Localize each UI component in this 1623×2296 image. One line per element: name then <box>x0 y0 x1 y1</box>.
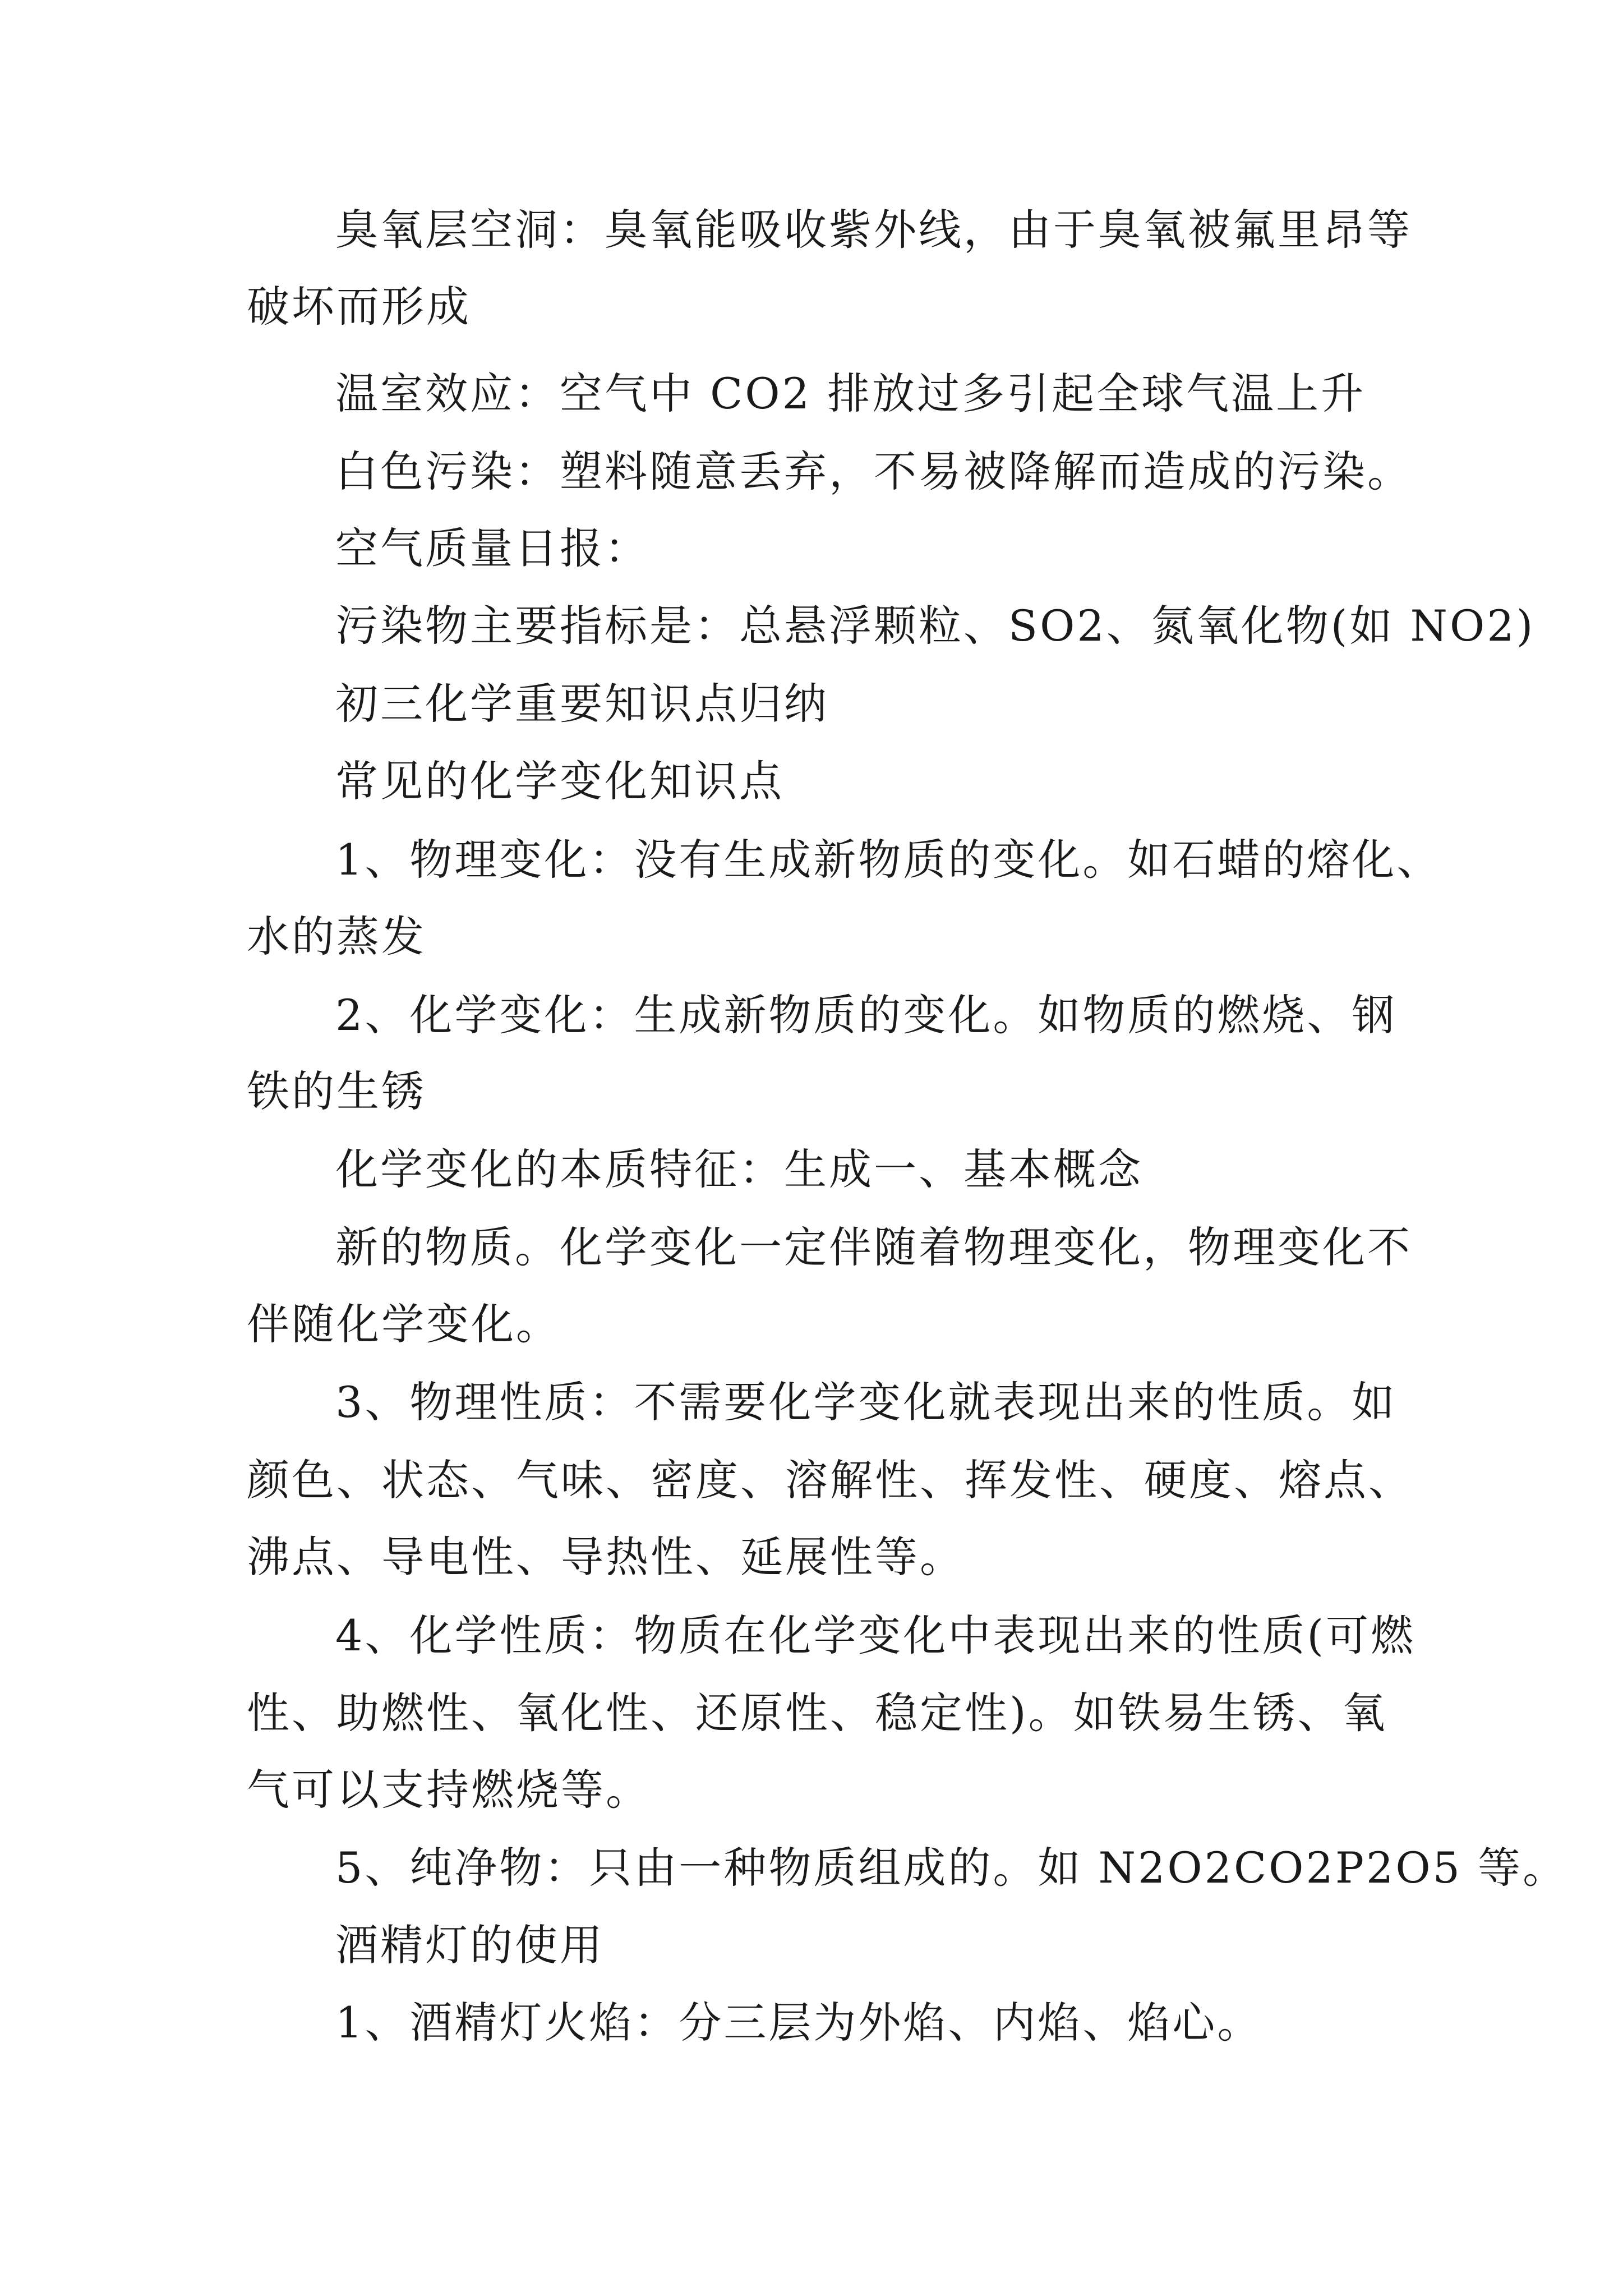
text-line: 性、助燃性、氧化性、还原性、稳定性)。如铁易生锈、氧 <box>247 1688 1387 1738</box>
text-line: 颜色、状态、气味、密度、溶解性、挥发性、硬度、熔点、 <box>247 1455 1413 1505</box>
text-line: 白色污染：塑料随意丢弃，不易被降解而造成的污染。 <box>335 447 1412 496</box>
text-line: 2、化学变化：生成新物质的变化。如物质的燃烧、钢 <box>335 990 1397 1040</box>
text-line: 1、酒精灯火焰：分三层为外焰、内焰、焰心。 <box>335 1998 1262 2047</box>
text-line: 臭氧层空洞：臭氧能吸收紫外线，由于臭氧被氟里昂等 <box>335 205 1412 255</box>
text-line: 铁的生锈 <box>247 1066 426 1116</box>
text-line: 4、化学性质：物质在化学变化中表现出来的性质(可燃 <box>335 1611 1416 1660</box>
text-line: 温室效应：空气中 CO2 排放过多引起全球气温上升 <box>335 369 1366 418</box>
text-line: 水的蒸发 <box>247 912 426 961</box>
text-line: 化学变化的本质特征：生成一、基本概念 <box>335 1144 1143 1194</box>
text-line: 污染物主要指标是：总悬浮颗粒、SO2、氮氧化物(如 NO2) <box>335 601 1536 651</box>
text-line: 气可以支持燃烧等。 <box>247 1765 651 1815</box>
text-line: 沸点、导电性、导热性、延展性等。 <box>247 1532 965 1582</box>
text-line: 常见的化学变化知识点 <box>335 756 784 806</box>
text-line: 1、物理变化：没有生成新物质的变化。如石蜡的熔化、 <box>335 835 1442 885</box>
text-line: 酒精灯的使用 <box>335 1920 605 1970</box>
text-line: 5、纯净物：只由一种物质组成的。如 N2O2CO2P2O5 等。 <box>335 1843 1568 1893</box>
text-line: 3、物理性质：不需要化学变化就表现出来的性质。如 <box>335 1377 1397 1427</box>
text-line: 新的物质。化学变化一定伴随着物理变化，物理变化不 <box>335 1222 1412 1272</box>
text-line: 空气质量日报： <box>335 523 649 573</box>
text-line: 初三化学重要知识点归纳 <box>335 679 829 729</box>
text-line: 伴随化学变化。 <box>247 1299 561 1349</box>
text-line: 破坏而形成 <box>247 282 471 332</box>
